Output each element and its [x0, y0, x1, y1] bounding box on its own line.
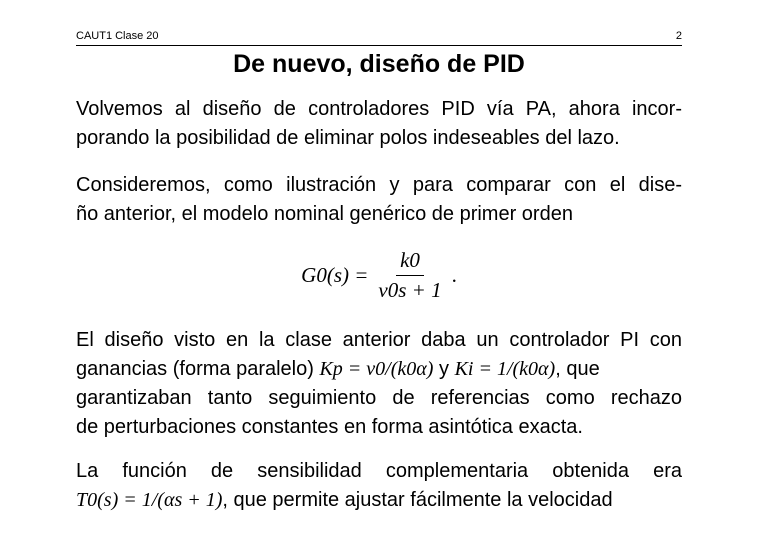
slide-header-left: CAUT1 Clase 20: [76, 30, 159, 42]
paragraph-2-line-1: Consideremos, como ilustración y para comparar con el dise-: [76, 174, 682, 196]
equation-end: .: [451, 263, 457, 287]
paragraph-2: [76, 171, 682, 229]
equation-denominator: ν0s + 1: [378, 278, 442, 302]
paragraph-3-line-2-text: ganancias (forma paralelo): [76, 358, 314, 380]
paragraph-4: [76, 457, 682, 515]
slide-page-number: 2: [675, 30, 682, 42]
equation-lhs: G0(s) =: [301, 263, 369, 287]
paragraph-3-line-4: de perturbaciones constantes en forma asintótica exacta.: [76, 416, 583, 438]
paragraph-3: [76, 326, 682, 442]
paragraph-3-line-2: [76, 355, 682, 384]
t0-expression: T0(s) = 1/(αs + 1): [76, 489, 223, 511]
ki-expression: Ki = 1/(k0α): [454, 358, 556, 380]
header-rule: [76, 45, 682, 46]
conjunction: y: [439, 358, 449, 380]
kp-expression: Kp = ν0/(k0α): [319, 358, 434, 380]
equation-numerator: k0: [396, 248, 424, 276]
equation-fraction: [374, 248, 445, 303]
paragraph-1: [76, 95, 682, 153]
paragraph-4-line-1: La función de sensibilidad complementaria obtenida era: [76, 460, 682, 482]
paragraph-3-line-2-end: , que: [555, 358, 600, 380]
paragraph-4-line-2-end: , que permite ajustar fácilmente la velocidad: [222, 489, 613, 511]
slide-title: De nuevo, diseño de PID: [233, 50, 525, 78]
paragraph-4-line-2: [76, 486, 682, 515]
paragraph-3-line-1: El diseño visto en la clase anterior daba un controlador PI con: [76, 329, 682, 351]
paragraph-1-line-1: Volvemos al diseño de controladores PID vía PA, ahora incor-: [76, 98, 682, 120]
paragraph-2-line-2: ño anterior, el modelo nominal genérico de primer orden: [76, 203, 573, 225]
paragraph-1-line-2: porando la posibilidad de eliminar polos indeseables del lazo.: [76, 127, 620, 149]
paragraph-3-line-3: garantizaban tanto seguimiento de referencias como rechazo: [76, 387, 682, 409]
transfer-function-equation: [0, 248, 758, 303]
